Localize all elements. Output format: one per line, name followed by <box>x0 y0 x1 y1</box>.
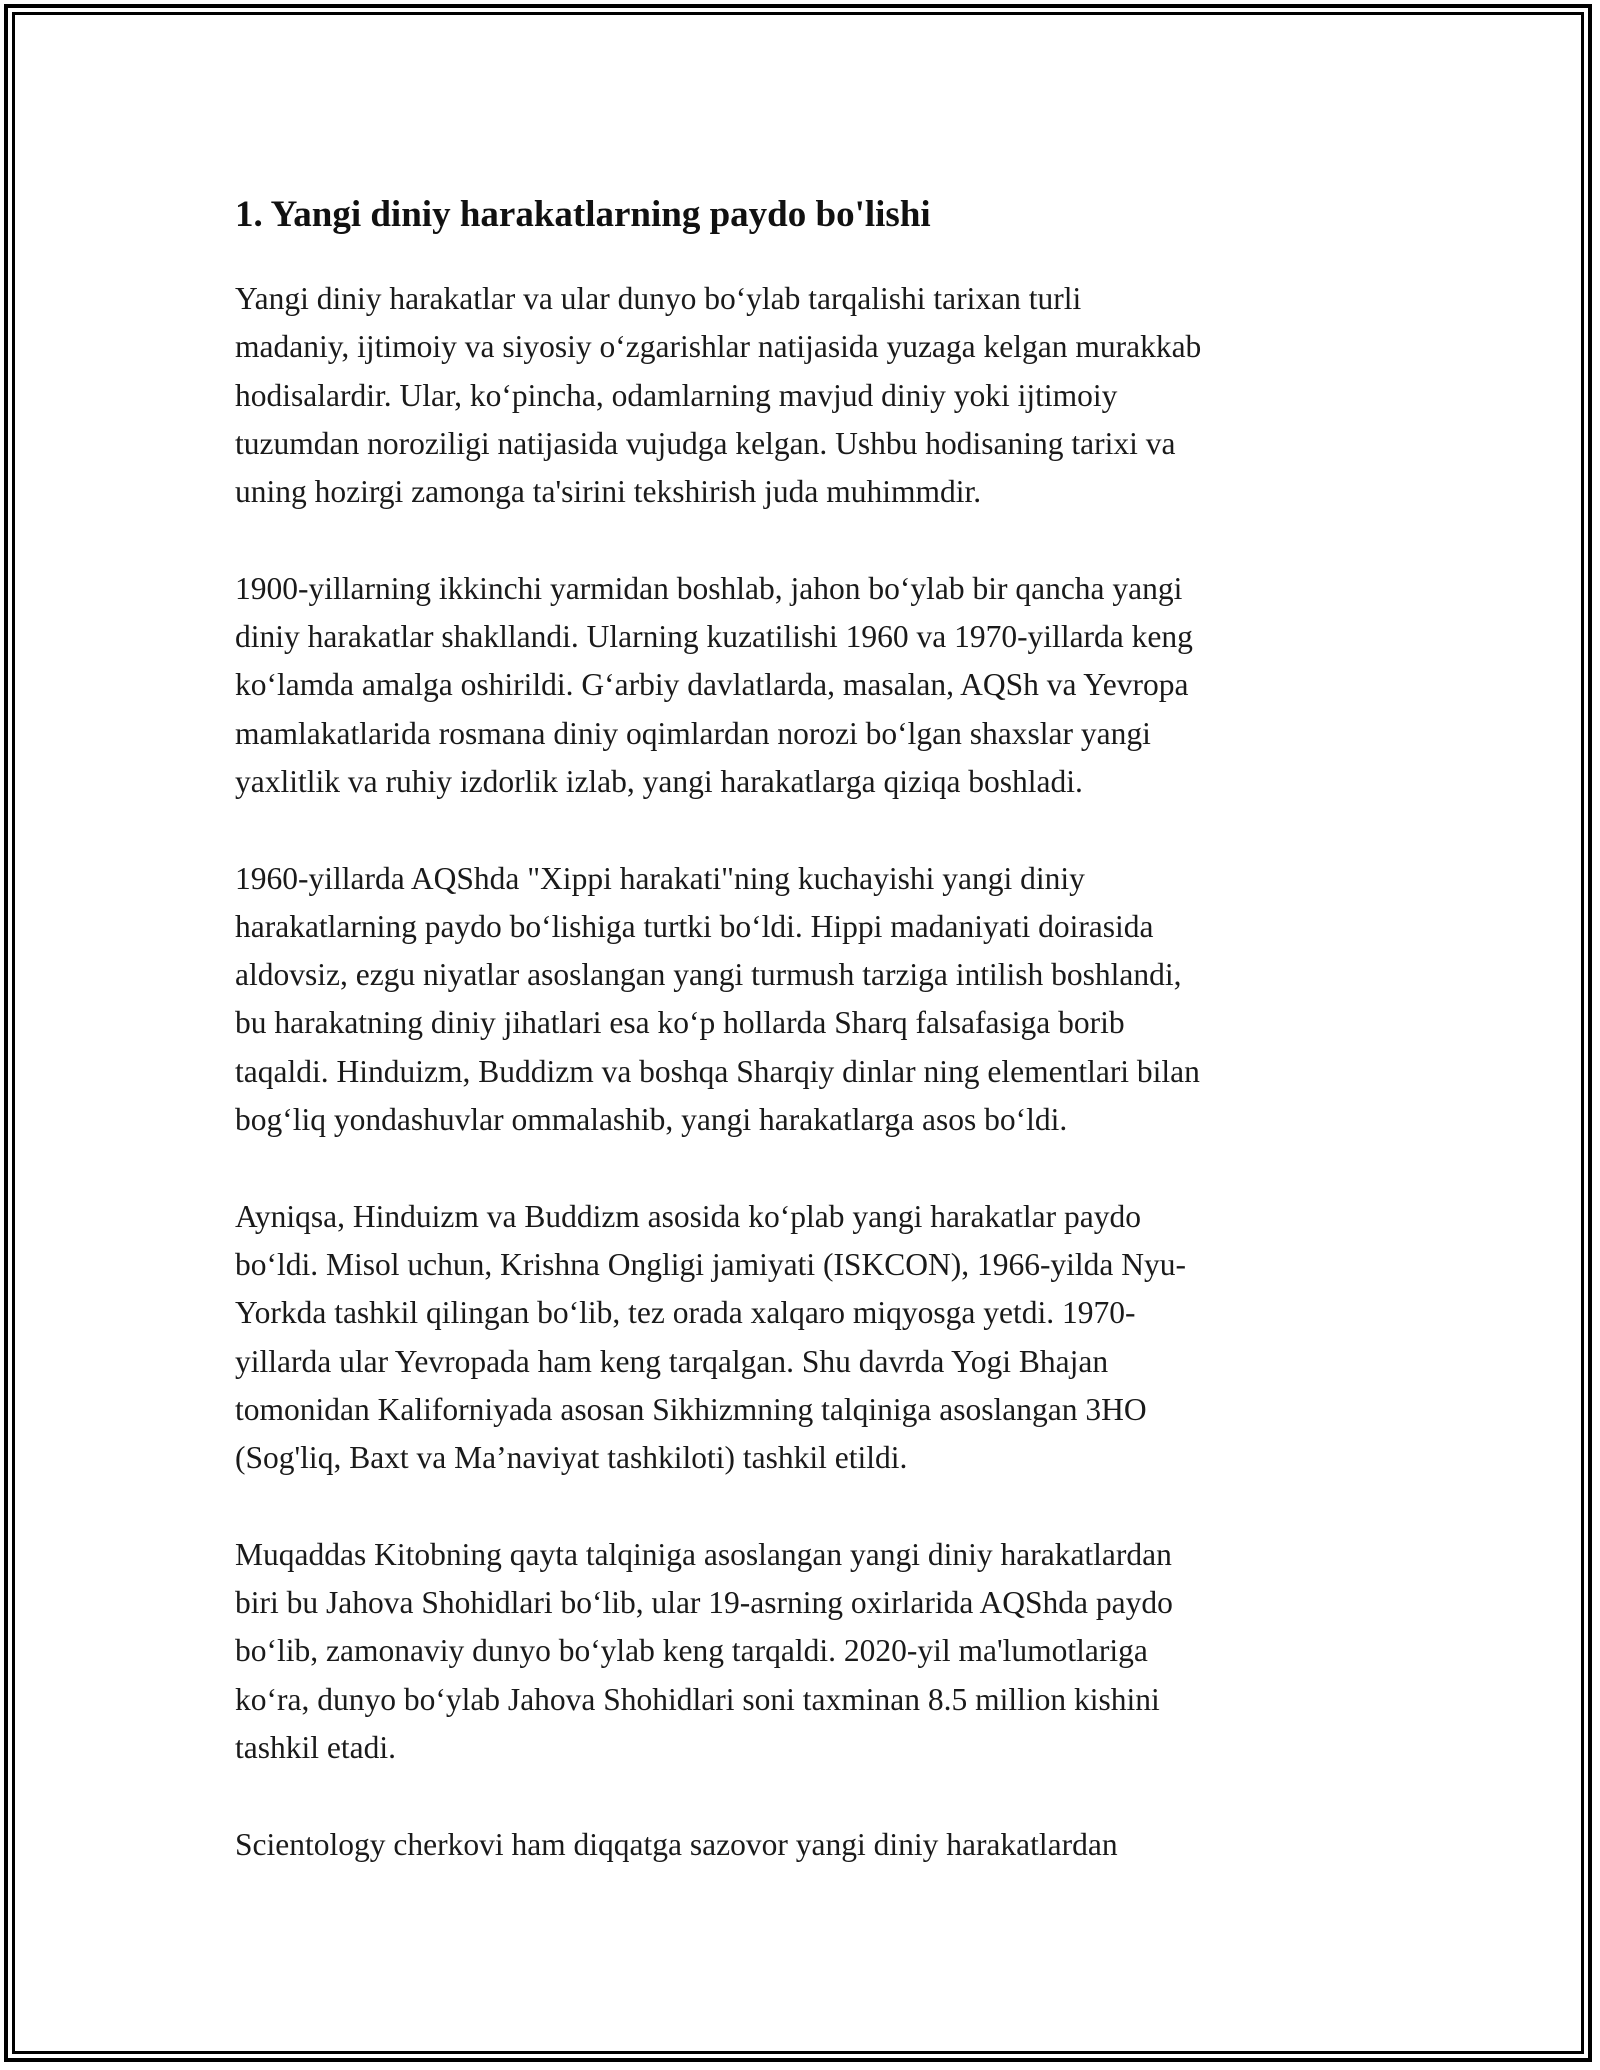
paragraph-line: taqaldi. Hinduizm, Buddizm va boshqa Sharqiy dinlar ning elementlari bilan <box>235 1053 1200 1089</box>
paragraph-3 <box>235 855 1385 1145</box>
paragraph-line: biri bu Jahova Shohidlari bo‘lib, ular 19-asrning oxirlarida AQShda paydo <box>235 1585 1173 1621</box>
paragraph-5 <box>235 1531 1385 1772</box>
paragraph-line: harakatlarning paydo bo‘lishiga turtki bo‘ldi. Hippi madaniyati doirasida <box>235 908 1154 944</box>
paragraph-line: diniy harakatlar shakllandi. Ularning kuzatilishi 1960 va 1970-yillarda keng <box>235 619 1193 655</box>
paragraph-line: bo‘ldi. Misol uchun, Krishna Ongligi jamiyati (ISKCON), 1966-yilda Nyu- <box>235 1246 1187 1282</box>
paragraph-4 <box>235 1193 1385 1483</box>
paragraph-line: Scientology cherkovi ham diqqatga sazovor yangi diniy harakatlardan <box>235 1826 1118 1862</box>
paragraph-2 <box>235 565 1385 806</box>
paragraph-line: hodisalardir. Ular, ko‘pincha, odamlarning mavjud diniy yoki ijtimoiy <box>235 377 1118 413</box>
paragraph-1 <box>235 275 1385 516</box>
paragraph-line: yaxlitlik va ruhiy izdorlik izlab, yangi harakatlarga qiziqa boshladi. <box>235 763 1083 799</box>
paragraph-line: 1960-yillarda AQShda "Xippi harakati"ning kuchayishi yangi diniy <box>235 860 1085 896</box>
paragraph-line: madaniy, ijtimoiy va siyosiy o‘zgarishlar natijasida yuzaga kelgan murakkab <box>235 329 1202 365</box>
paragraph-line: ko‘lamda amalga oshirildi. G‘arbiy davlatlarda, masalan, AQSh va Yevropa <box>235 667 1189 703</box>
paragraph-line: bo‘lib, zamonaviy dunyo bo‘ylab keng tarqaldi. 2020-yil ma'lumotlariga <box>235 1633 1148 1669</box>
paragraph-line: bu harakatning diniy jihatlari esa ko‘p hollarda Sharq falsafasiga borib <box>235 1005 1125 1041</box>
paragraph-line: aldovsiz, ezgu niyatlar asoslangan yangi turmush tarziga intilish boshlandi, <box>235 957 1182 993</box>
document-body <box>235 185 1385 1917</box>
paragraph-6 <box>235 1821 1385 1869</box>
paragraph-line: yillarda ular Yevropada ham keng tarqalgan. Shu davrda Yogi Bhajan <box>235 1343 1109 1379</box>
paragraph-line: uning hozirgi zamonga ta'sirini tekshirish juda muhimmdir. <box>235 474 982 510</box>
paragraph-line: Muqaddas Kitobning qayta talqiniga asoslangan yangi diniy harakatlardan <box>235 1536 1172 1572</box>
document-title: 1. Yangi diniy harakatlarning paydo bo'lishi <box>235 194 931 235</box>
paragraph-line: mamlakatlarida rosmana diniy oqimlardan norozi bo‘lgan shaxslar yangi <box>235 715 1151 751</box>
paragraph-line: 1900-yillarning ikkinchi yarmidan boshlab, jahon bo‘ylab bir qancha yangi <box>235 570 1183 606</box>
paragraph-line: tuzumdan noroziligi natijasida vujudga kelgan. Ushbu hodisaning tarixi va <box>235 425 1176 461</box>
paragraph-line: Ayniqsa, Hinduizm va Buddizm asosida ko‘plab yangi harakatlar paydo <box>235 1198 1142 1234</box>
paragraph-line: tomonidan Kaliforniyada asosan Sikhizmning talqiniga asoslangan 3HO <box>235 1391 1147 1427</box>
paragraph-line: tashkil etadi. <box>235 1729 396 1765</box>
paragraph-line: (Sog'liq, Baxt va Ma’naviyat tashkiloti) tashkil etildi. <box>235 1440 908 1476</box>
paragraph-line: Yorkda tashkil qilingan bo‘lib, tez orada xalqaro miqyosga yetdi. 1970- <box>235 1295 1136 1331</box>
paragraph-line: bog‘liq yondashuvlar ommalashib, yangi harakatlarga asos bo‘ldi. <box>235 1102 1068 1138</box>
paragraph-line: ko‘ra, dunyo bo‘ylab Jahova Shohidlari soni taxminan 8.5 million kishini <box>235 1681 1160 1717</box>
paragraph-line: Yangi diniy harakatlar va ular dunyo bo‘ylab tarqalishi tarixan turli <box>235 281 1082 316</box>
